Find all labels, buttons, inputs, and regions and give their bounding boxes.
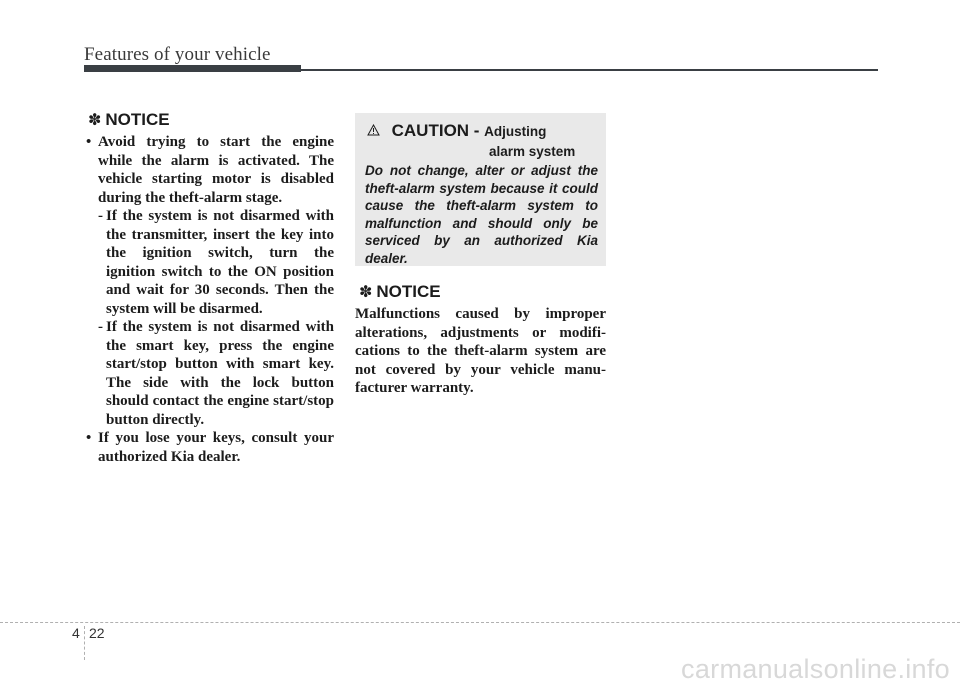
notice-block-left (84, 110, 334, 466)
footer-divider (84, 626, 85, 660)
page-number: 22 (89, 625, 105, 641)
asterisk-icon: ✽ (359, 284, 373, 301)
notice-bullet-1 (84, 133, 334, 207)
notice-bullet-text: Avoid trying to start the engine while the alarm is activated. The vehicle starting motor is disabled during the theft-alarm stage. (98, 134, 334, 206)
bullet-icon: • (86, 134, 92, 150)
warning-triangle-icon (367, 124, 384, 139)
caution-title-line1: Adjusting (484, 124, 547, 139)
caution-title-line2: alarm system (489, 144, 576, 159)
chapter-number: 4 (72, 625, 80, 641)
notice-heading-label: NOTICE (376, 282, 441, 301)
dash-marker: - (98, 208, 103, 224)
notice-heading-label: NOTICE (105, 110, 170, 129)
notice-subitem-2 (84, 318, 334, 429)
caution-label: CAUTION - (391, 121, 485, 140)
dash-marker: - (98, 319, 103, 335)
caution-body: Do not change, alter or adjust the theft-alarm system because it could cause the theft-alarm system to malfunction and should only be serviced by an authorized Kia dealer. (365, 163, 598, 266)
notice-subitem-text: If the system is not disarmed with the smart key, press the engine start/stop button with smart key. The side with the lock button should contact the engine start/stop button directly. (106, 319, 334, 428)
middle-column (355, 113, 606, 398)
notice-heading-left (88, 110, 334, 130)
notice-bullet-2 (84, 429, 334, 466)
caution-box (355, 113, 606, 266)
footer-rule (0, 622, 960, 623)
header-rule-thick (84, 65, 301, 72)
bullet-icon: • (86, 430, 92, 446)
notice-body: Malfunctions caused by improper alterations, adjustments or modifi-cations to the theft-alarm system are not covered by your vehicle manu-facturer warranty. (355, 306, 606, 396)
asterisk-icon: ✽ (88, 112, 102, 129)
header-rule-thin (301, 69, 878, 71)
notice-subitem-text: If the system is not disarmed with the transmitter, insert the key into the ignition switch, turn the ignition switch to the ON position and wait for 30 seconds. Then the system will be disarmed. (106, 208, 334, 317)
notice-block-right (355, 282, 606, 398)
watermark: carmanualsonline.info (681, 654, 950, 684)
notice-bullet-text: If you lose your keys, consult your authorized Kia dealer. (98, 430, 334, 465)
page-section-title: Features of your vehicle (84, 44, 271, 65)
notice-subitem-1 (84, 207, 334, 318)
notice-heading-right (359, 282, 606, 302)
caution-title (367, 121, 546, 141)
